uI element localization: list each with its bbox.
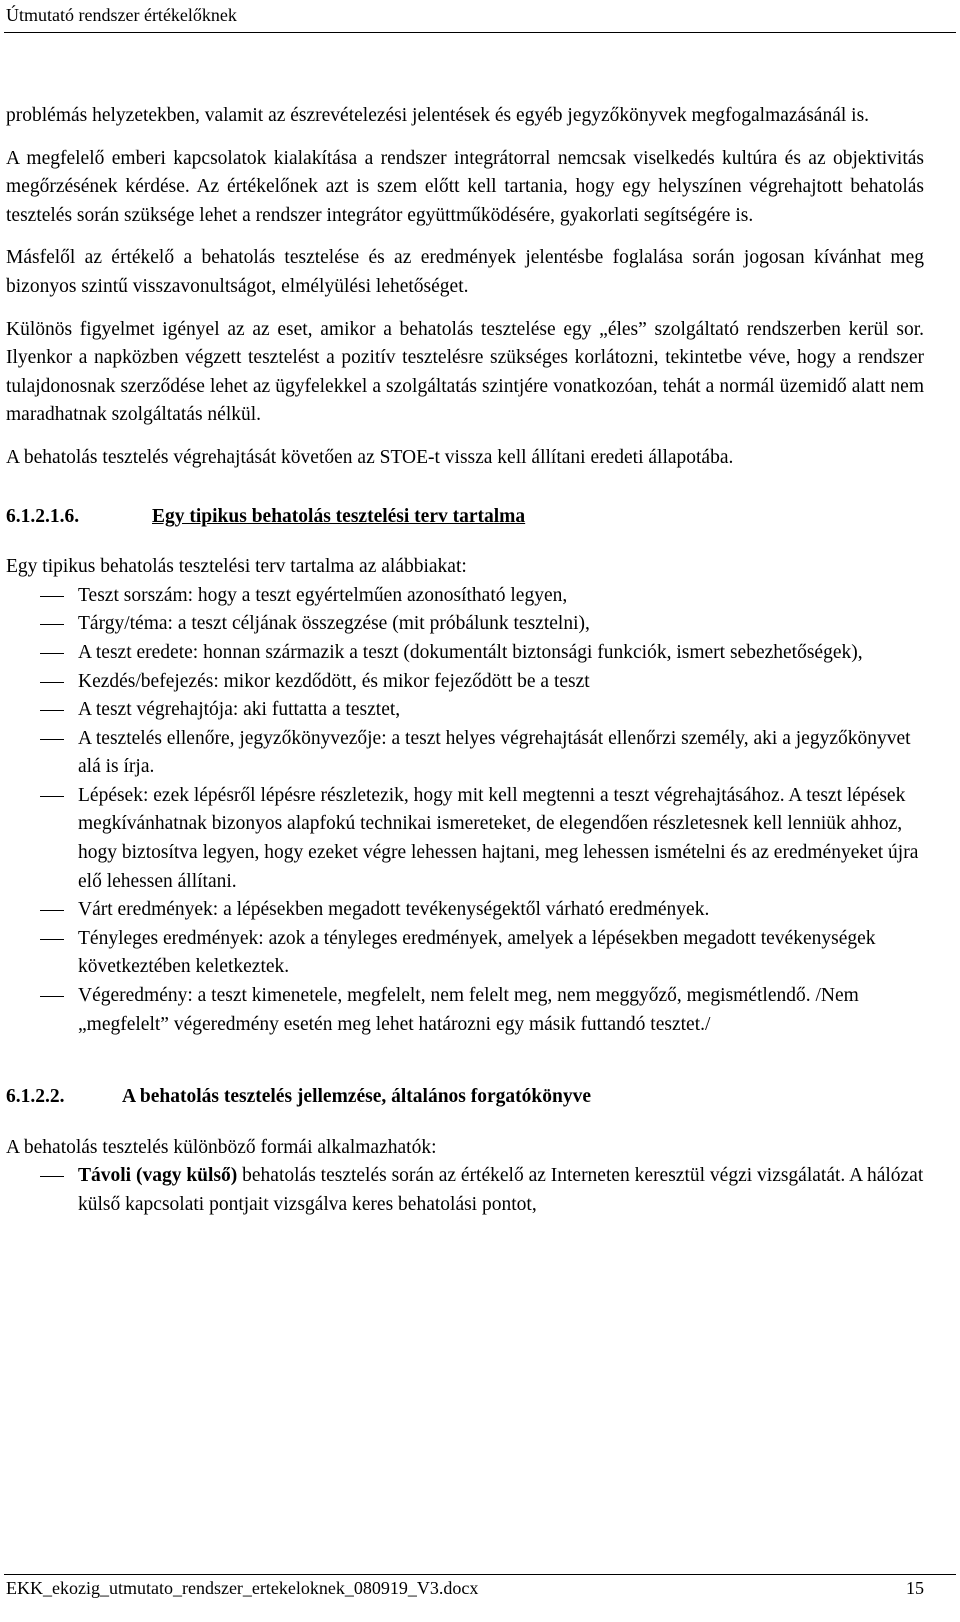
item-text: behatolás tesztelés során az értékelő az Interneten keresztül végzi vizsgálatát. A hálózat külső kapcsolati pontjait vizsgálva keres behatolási pontot,: [78, 1165, 924, 1215]
document-body: [6, 102, 924, 1220]
list-item: [6, 1162, 924, 1219]
section-intro: Egy tipikus behatolás tesztelési terv tartalma az alábbiakat:: [6, 556, 467, 578]
paragraph-3: Másfelől az értékelő a behatolás tesztelése és az eredmények jelentésbe foglalása során jogosan kívánhat meg bizonyos szintű visszavonultságot, elmélyülési lehetőséget.: [6, 247, 924, 297]
page-number: 15: [906, 1578, 924, 1598]
paragraph-2: A megfelelő emberi kapcsolatok kialakítása a rendszer integrátorral nemcsak viselkedés kultúra és az objektivitás megőrzésének kérdése. Az értékelőnek azt is szem előtt kell tartania, hogy egy helyszínen végrehajtott behatolás tesztelés során szüksége lehet a rendszer integrátor együttműködésére, gyakorlati segítségére is.: [6, 147, 924, 226]
item-term: Távoli (vagy külső): [78, 1165, 238, 1187]
footer-filename: EKK_ekozig_utmutato_rendszer_ertekeloknek_080919_V3.docx: [6, 1578, 479, 1598]
list-item: A teszt eredete: honnan származik a teszt (dokumentált biztonsági funkciók, ismert sebezhetőségek),: [78, 641, 863, 663]
header-divider: [4, 32, 956, 33]
section-number: 6.1.2.2.: [6, 1086, 65, 1108]
paragraph-5: A behatolás tesztelés végrehajtását követően az STOE-t vissza kell állítani eredeti állapotába.: [6, 446, 734, 468]
section-number: 6.1.2.1.6.: [6, 505, 80, 527]
paragraph-4: Különös figyelmet igényel az az eset, amikor a behatolás tesztelése egy „éles” szolgáltató rendszerben kerül sor. Ilyenkor a napközben végzett tesztelést a pozitív tesztelésre szükséges korlátozni, tekintetbe véve, hogy a rendszer tulajdonosnak szerződése lehet az ügyfelekkel a szolgáltatás szintjére vonatkozóan, tehát a normál üzemidő alatt nem maradhatnak szolgáltatás nélkül.: [6, 318, 924, 426]
section-title: Egy tipikus behatolás tesztelési terv tartalma: [152, 505, 526, 527]
test-forms-list: [6, 1162, 924, 1219]
paragraph-1: problémás helyzetekben, valamit az észrevételezési jelentések és egyéb jegyzőkönyvek megfogalmazásánál is.: [6, 105, 870, 126]
list-item: Lépések: ezek lépésről lépésre részletezik, hogy mit kell megtenni a teszt végrehajtásához. A teszt lépések megkívánhatnak bizonyos alapfokú technikai ismereteket, de elegendően részletesnek kell lenniük ahhoz, hogy biztosítva legyen, hogy ezeket végre lehessen hajtani, meg lehessen ismételni és az eredményeket újra elő lehessen állítani.: [78, 784, 919, 892]
list-item: Várt eredmények: a lépésekben megadott tevékenységektől várható eredmények.: [78, 899, 710, 921]
list-item: Kezdés/befejezés: mikor kezdődött, és mikor fejeződött be a teszt: [78, 670, 590, 692]
section-heading-6-1-2-2: [6, 1083, 924, 1112]
section-heading-6-1-2-1-6: [6, 503, 924, 532]
page-header-title: Útmutató rendszer értékelőknek: [6, 5, 237, 25]
section-intro: A behatolás tesztelés különböző formái alkalmazhatók:: [6, 1136, 437, 1158]
list-item: A tesztelés ellenőre, jegyzőkönyvezője: a teszt helyes végrehajtását ellenőrzi személy, aki a jegyzőkönyvet alá is írja.: [78, 727, 911, 778]
section-title: A behatolás tesztelés jellemzése, általános forgatókönyve: [122, 1086, 591, 1108]
test-plan-list: [6, 582, 924, 1040]
list-item: Teszt sorszám: hogy a teszt egyértelműen azonosítható legyen,: [78, 584, 568, 606]
list-item: Tárgy/téma: a teszt céljának összegzése (mit próbálunk tesztelni),: [78, 613, 590, 635]
list-item: A teszt végrehajtója: aki futtatta a tesztet,: [78, 699, 401, 721]
list-item: Végeredmény: a teszt kimenetele, megfelelt, nem felelt meg, nem meggyőző, megismétlendő. /Nem „megfelelt” végeredmény esetén meg lehet határozni egy másik futtandó tesztet./: [78, 985, 859, 1035]
list-item: Tényleges eredmények: azok a tényleges eredmények, amelyek a lépésekben megadott tevékenységek következtében keletkeztek.: [78, 927, 876, 978]
footer-divider: [4, 1574, 956, 1575]
